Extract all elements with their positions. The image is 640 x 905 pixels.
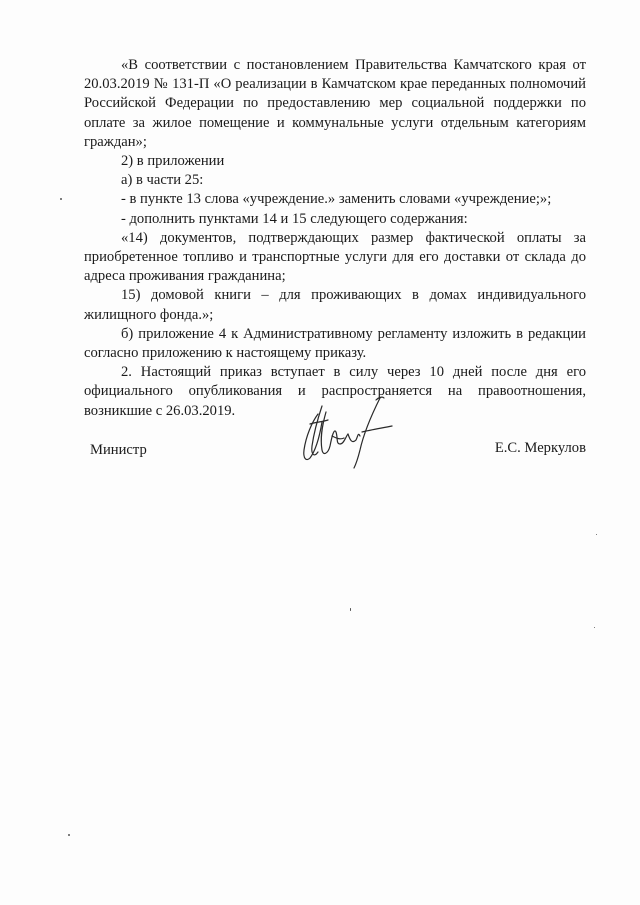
signatory-name: Е.С. Меркулов: [494, 440, 586, 456]
signatory-role: Министр: [90, 442, 147, 458]
paragraph-subitem-a: а) в части 25:: [121, 172, 204, 189]
paragraph-preamble: «В соответствии с постановлением Правительства Камчатского края от 20.03.2019 № 131-П «О реализации в Камчатском крае переданных полномочий Российской Федерации по предоставлению мер социальной поддержки по оплате за жилое помещение и коммунальные услуги отдельным категориям граждан»;: [84, 57, 586, 150]
paragraph-point-13: - в пункте 13 слова «учреждение.» заменить словами «учреждение;»;: [121, 191, 552, 208]
paragraph-subitem-b: б) приложение 4 к Административному регламенту изложить в редакции согласно приложению к настоящему приказу.: [84, 325, 586, 362]
paragraph-item-2: 2) в приложении: [121, 153, 225, 170]
scan-speck: [350, 608, 351, 611]
scan-speck: [594, 627, 595, 628]
paragraph-add-points: - дополнить пунктами 14 и 15 следующего содержания:: [121, 210, 468, 227]
scan-speck: [60, 198, 62, 200]
paragraph-item-2-effective: 2. Настоящий приказ вступает в силу через 10 дней после дня его официального опубликования и распространяется на правоотношения, возникшие с 26.03.2019.: [84, 364, 586, 419]
paragraph-point-14: «14) документов, подтверждающих размер фактической оплаты за приобретенное топливо и транспортные услуги для его доставки от склада до адреса проживания гражданина;: [84, 229, 586, 285]
paragraph-point-15: 15) домовой книги – для проживающих в домах индивидуального жилищного фонда.»;: [84, 287, 586, 323]
scan-speck: [596, 534, 597, 535]
handwritten-signature-icon: [292, 392, 402, 472]
scan-speck: [68, 834, 70, 836]
document-body: [84, 56, 586, 421]
